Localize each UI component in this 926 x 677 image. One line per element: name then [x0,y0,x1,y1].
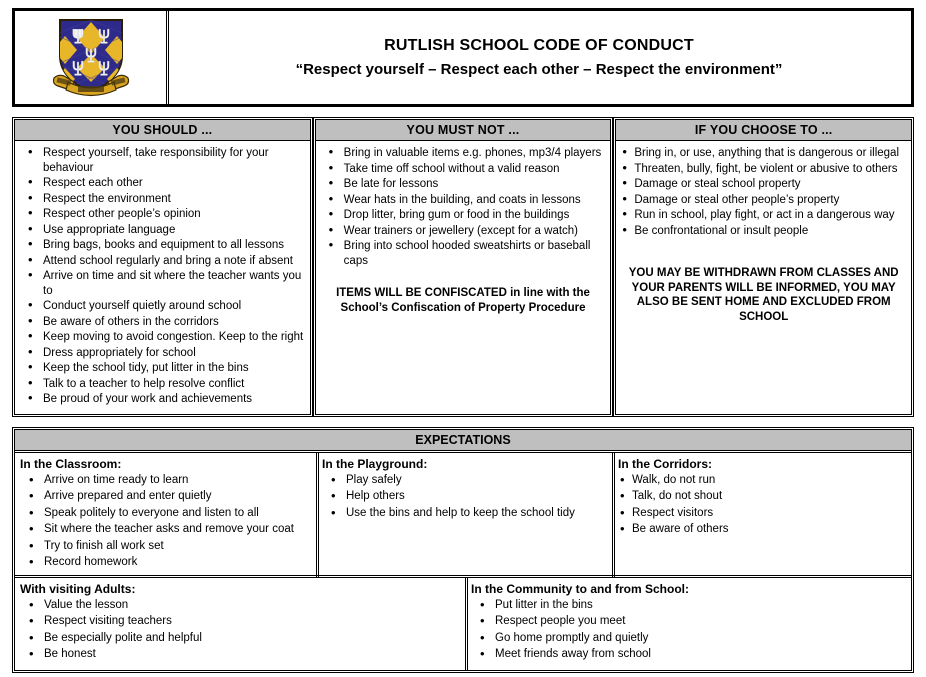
list-item: • Be confrontational or insult people [620,224,907,239]
list-item: • Respect visitors [618,506,906,522]
expectations-row-1 [15,453,911,577]
corridors-list [618,473,906,538]
expectations-playground [317,453,613,577]
list-item: • Keep the school tidy, put litter in the bins [19,361,306,376]
list-item: • Wear trainers or jewellery (except for a watch) [320,224,607,239]
list-item: • Arrive prepared and enter quietly [20,489,311,505]
if-you-choose-to-list [620,146,907,238]
section-title: In the Corridors: [618,456,713,471]
crest-cell [15,11,167,104]
expectations-block [14,429,912,671]
list-item: • Bring bags, books and equipment to all lessons [19,238,306,253]
community-list [471,598,906,663]
list-item: • Be late for lessons [320,177,607,192]
list-item: • Be aware of others in the corridors [19,315,306,330]
expectations-classroom [15,453,317,577]
expectations-corridors [613,453,911,577]
expectations-visiting-adults [15,578,466,670]
confiscation-note: ITEMS WILL BE CONFISCATED in line with the School’s Confiscation of Property Procedure [336,287,590,314]
section-title: In the Community to and from School: [471,581,689,596]
list-item: • Dress appropriately for school [19,346,306,361]
section-title: In the Playground: [322,456,428,471]
list-item: • Bring into school hooded sweatshirts or baseball caps [320,239,607,268]
list-item: • Drop litter, bring gum or food in the buildings [320,208,607,223]
list-item: • Damage or steal other people’s property [620,193,907,208]
expectations-row-2 [15,577,911,670]
column-body-if-you-choose-to [616,141,911,394]
list-item: • Damage or steal school property [620,177,907,192]
list-item: • Respect yourself, take responsibility for your behaviour [19,146,306,175]
list-item: • Put litter in the bins [471,598,906,614]
visiting-adults-list [20,598,460,663]
conduct-column-if-you-choose-to [615,119,912,415]
page-subtitle: “Respect yourself – Respect each other – Respect the environment” [295,61,783,78]
list-item: • Bring in valuable items e.g. phones, mp3/4 players [320,146,607,161]
list-item: • Conduct yourself quietly around school [19,299,306,314]
conduct-block [14,119,912,415]
page-title: RUTLISH SCHOOL CODE OF CONDUCT [384,37,694,54]
list-item: • Respect each other [19,176,306,191]
list-item: • Take time off school without a valid reason [320,162,607,177]
list-item: • Attend school regularly and bring a note if absent [19,254,306,269]
title-cell [167,11,911,104]
column-body-you-should [15,141,310,414]
section-title: In the Classroom: [20,456,122,471]
list-item: • Arrive on time ready to learn [20,473,311,489]
list-item: • Use the bins and help to keep the school tidy [322,506,607,522]
list-item: • Sit where the teacher asks and remove your coat [20,522,311,538]
list-item: • Be especially polite and helpful [20,631,460,647]
list-item: • Go home promptly and quietly [471,631,906,647]
document-header [14,10,912,105]
list-item: • Help others [322,489,607,505]
list-item: • Meet friends away from school [471,647,906,663]
list-item: • Be proud of your work and achievements [19,392,306,407]
list-item: • Keep moving to avoid congestion. Keep to the right [19,330,306,345]
column-heading-if-you-choose-to: IF YOU CHOOSE TO ... [616,120,911,141]
list-item: • Record homework [20,555,311,571]
withdrawal-note: YOU MAY BE WITHDRAWN FROM CLASSES AND YOUR PARENTS WILL BE INFORMED, YOU MAY ALSO BE SENT HOME AND EXCLUDED FROM SCHOOL [628,267,899,323]
expectations-heading: EXPECTATIONS [15,430,911,451]
list-item: • Talk, do not shout [618,489,906,505]
expectations-community [466,578,911,670]
list-item: • Respect visiting teachers [20,614,460,630]
column-body-you-must-not [316,141,611,394]
list-item: • Wear hats in the building, and coats in lessons [320,193,607,208]
list-item: • Play safely [322,473,607,489]
conduct-column-you-should [14,119,311,415]
list-item: • Run in school, play fight, or act in a dangerous way [620,208,907,223]
list-item: • Respect people you meet [471,614,906,630]
column-heading-you-should: YOU SHOULD ... [15,120,310,141]
list-item: • Arrive on time and sit where the teacher wants you to [19,269,306,298]
list-item: • Speak politely to everyone and listen to all [20,506,311,522]
column-heading-you-must-not: YOU MUST NOT ... [316,120,611,141]
list-item: • Respect other people’s opinion [19,207,306,222]
list-item: • Try to finish all work set [20,539,311,555]
list-item: • Value the lesson [20,598,460,614]
conduct-columns-row [14,119,912,415]
school-crest-icon [48,16,134,100]
you-must-not-list [320,146,607,268]
list-item: • Walk, do not run [618,473,906,489]
list-item: • Respect the environment [19,192,306,207]
list-item: • Be aware of others [618,522,906,538]
list-item: • Use appropriate language [19,223,306,238]
list-item: • Talk to a teacher to help resolve conflict [19,377,306,392]
section-title: With visiting Adults: [20,581,136,596]
list-item: • Bring in, or use, anything that is dangerous or illegal [620,146,907,161]
classroom-list [20,473,311,571]
list-item: • Threaten, bully, fight, be violent or abusive to others [620,162,907,177]
list-item: • Be honest [20,647,460,663]
conduct-column-you-must-not [315,119,612,415]
you-should-list [19,146,306,407]
playground-list [322,473,607,522]
